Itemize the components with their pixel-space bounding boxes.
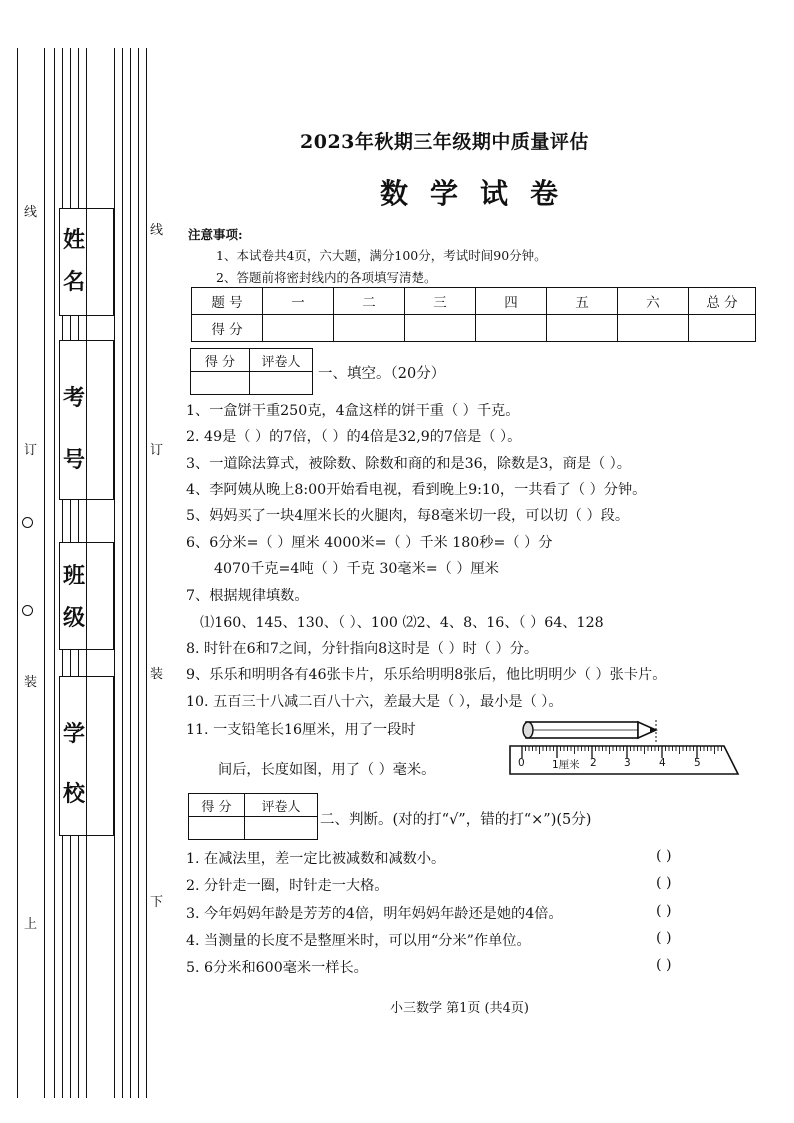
question: 2. 49是（ ）的7倍，（ ）的4倍是32,9的7倍是（ ）。: [186, 429, 522, 445]
section-title: 二、判断。(对的打“√”，错的打“×”)(5分): [320, 812, 592, 828]
binding-label: 装: [24, 675, 38, 690]
grader-box: [190, 348, 313, 395]
binding-label: 订: [150, 443, 164, 458]
grader-score-label: 得 分: [189, 794, 245, 817]
question: 5、妈妈买了一块4厘米长的火腿肉，每8毫米切一段，可以切（ ）段。: [186, 508, 630, 524]
ruler-tick-label: 5: [694, 757, 701, 769]
binding-label: 装: [150, 667, 164, 682]
field-char: 姓: [63, 228, 86, 253]
grader-name-cell[interactable]: [245, 817, 318, 840]
question: 5. 6分米和600毫米一样长。: [186, 960, 368, 976]
page-footer: 小三数学 第1页 (共4页): [390, 1001, 529, 1016]
score-cell[interactable]: [547, 315, 618, 342]
binding-line: [54, 48, 55, 1098]
score-header-cell: 五: [547, 288, 618, 315]
ruler-tick-label: 3: [624, 757, 631, 769]
notes-item: 1、本试卷共4页，六大题，满分100分，考试时间90分钟。: [216, 248, 547, 263]
ruler-tick-label: 2: [590, 757, 597, 769]
binding-line: [138, 48, 139, 1098]
score-table: [191, 287, 756, 342]
field-char: 学: [63, 722, 86, 747]
score-cell[interactable]: [334, 315, 405, 342]
binding-line: [114, 48, 115, 1098]
grader-score-cell[interactable]: [191, 372, 250, 395]
grader-box: [188, 793, 318, 840]
field-char: 班: [63, 564, 86, 589]
exam-title: 2023年秋期三年级期中质量评估: [300, 131, 589, 153]
name-field[interactable]: [59, 208, 114, 316]
score-cell[interactable]: [405, 315, 476, 342]
binding-line: [122, 48, 123, 1098]
ruler-tick-label: 4: [659, 757, 666, 769]
answer-paren[interactable]: ( ): [656, 903, 672, 919]
notes-heading: 注意事项:: [188, 227, 243, 242]
score-cell[interactable]: [263, 315, 334, 342]
score-header-cell: 四: [476, 288, 547, 315]
answer-paren[interactable]: ( ): [656, 848, 672, 864]
binding-label: 上: [24, 917, 38, 932]
score-header-cell: 二: [334, 288, 405, 315]
answer-paren[interactable]: ( ): [656, 875, 672, 891]
field-char: 校: [63, 782, 86, 807]
pencil-icon: [523, 720, 656, 744]
ruler-tick-label: 0: [518, 757, 525, 769]
score-header-cell: 三: [405, 288, 476, 315]
question: 11. 一支铅笔长16厘米，用了一段时: [186, 722, 416, 738]
grader-name-cell[interactable]: [250, 372, 313, 395]
question: 6、6分米=（ ）厘米 4000米=（ ）千米 180秒=（ ）分: [186, 535, 553, 551]
field-char: 级: [63, 606, 86, 631]
question: 1、一盒饼干重250克，4盒这样的饼干重（ ）千克。: [186, 403, 520, 419]
grader-name-label: 评卷人: [250, 349, 313, 372]
question: 7、根据规律填数。: [186, 588, 309, 604]
class-field[interactable]: [59, 542, 114, 650]
binding-label: 线: [24, 205, 38, 220]
binding-line: [146, 48, 147, 1098]
school-field[interactable]: [59, 676, 114, 836]
question: 8. 时针在6和7之间，分针指向8这时是（ ）时（ ）分。: [186, 641, 539, 657]
grader-name-label: 评卷人: [245, 794, 318, 817]
binding-hole: [22, 517, 33, 528]
binding-label: 线: [150, 223, 164, 238]
score-header-cell: 六: [618, 288, 689, 315]
question: 4070千克=4吨（ ）千克 30毫米=（ ）厘米: [214, 561, 499, 577]
score-header-cell: 题 号: [192, 288, 263, 315]
binding-line: [44, 48, 45, 1098]
binding-line: [17, 48, 18, 1098]
section-title: 一、填空。（20分）: [318, 366, 446, 382]
score-cell[interactable]: [618, 315, 689, 342]
answer-paren[interactable]: ( ): [656, 957, 672, 973]
question: 4. 当测量的长度不是整厘米时，可以用“分米”作单位。: [186, 933, 531, 949]
field-char: 名: [63, 270, 86, 295]
field-char: 号: [63, 448, 86, 473]
grader-score-cell[interactable]: [189, 817, 245, 840]
field-char: 考: [63, 386, 86, 411]
score-cell[interactable]: [476, 315, 547, 342]
question: 1. 在减法里，差一定比被减数和减数小。: [186, 851, 446, 867]
exam-number-field[interactable]: [59, 340, 114, 500]
notes-item: 2、答题前将密封线内的各项填写清楚。: [216, 270, 437, 285]
answer-paren[interactable]: ( ): [656, 930, 672, 946]
score-header-cell: 一: [263, 288, 334, 315]
binding-label: 订: [24, 443, 38, 458]
grader-score-label: 得 分: [191, 349, 250, 372]
binding-hole: [22, 605, 33, 616]
question: ⑴160、145、130、（ ）、100 ⑵2、4、8、16、（ ）64、128: [200, 615, 604, 631]
question: 4、李阿姨从晚上8:00开始看电视，看到晚上9:10，一共看了（ ）分钟。: [186, 482, 647, 498]
score-header-cell: 总 分: [689, 288, 756, 315]
question: 3. 今年妈妈年龄是芳芳的4倍，明年妈妈年龄还是她的4倍。: [186, 906, 563, 922]
question: 间后，长度如图，用了（ ）毫米。: [218, 762, 436, 778]
binding-line: [130, 48, 131, 1098]
binding-label: 下: [150, 895, 164, 910]
question: 10. 五百三十八减二百八十六，差最大是（ ），最小是（ ）。: [186, 694, 563, 710]
question: 2. 分针走一圈，时针走一大格。: [186, 878, 389, 894]
question: 3、一道除法算式，被除数、除数和商的和是36，除数是3，商是（ ）。: [186, 456, 631, 472]
score-row-label: 得 分: [192, 315, 263, 342]
question: 9、乐乐和明明各有46张卡片，乐乐给明明8张后，他比明明少（ ）张卡片。: [186, 667, 667, 683]
exam-subtitle: 数学试卷: [380, 177, 581, 210]
ruler-tick-label: 1厘米: [552, 759, 580, 771]
score-cell[interactable]: [689, 315, 756, 342]
